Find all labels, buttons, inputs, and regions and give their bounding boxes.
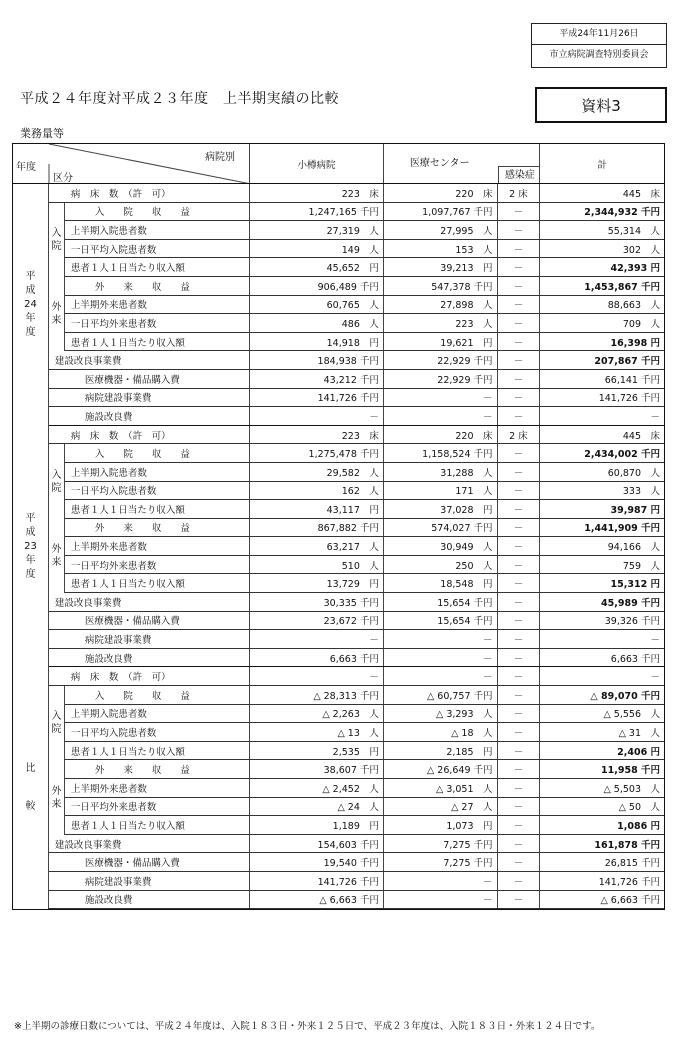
table-row — [13, 426, 664, 445]
year-label: 平 成 24 年 度 — [13, 184, 49, 426]
otaru-value: 223 床 — [250, 184, 384, 202]
center-value: 547,378 千円 — [384, 277, 498, 295]
center-value: 1,073 円 — [384, 816, 498, 834]
total-value: 1,453,867 千円 — [584, 281, 661, 293]
header-corner-cell — [13, 144, 250, 183]
row-label: 病院建設事業費 — [49, 872, 250, 890]
otaru-value: 38,607 千円 — [250, 760, 384, 778]
kansen-value: － — [498, 686, 541, 704]
row-label: 外 来 収 益 — [65, 277, 250, 295]
total-value: △ 50 人 — [618, 802, 661, 814]
row-label: 一日平均入院患者数 — [65, 240, 250, 258]
otaru-value: 43,212 千円 — [250, 370, 384, 388]
table-row — [13, 612, 664, 631]
center-value: 171 人 — [384, 482, 498, 500]
table-row — [13, 872, 664, 891]
row-label: 患者１人１日当たり収入額 — [65, 500, 250, 518]
table-row — [13, 891, 664, 910]
total-value: 333 人 — [622, 486, 661, 498]
otaru-value: 486 人 — [250, 314, 384, 332]
table-row — [13, 853, 664, 872]
table-row — [13, 742, 664, 761]
total-value: 26,815 千円 — [604, 858, 660, 870]
table-row — [13, 835, 664, 854]
total-value: 2,344,932 千円 — [584, 207, 661, 219]
center-value: △ 3,051 人 — [384, 779, 498, 797]
table-row — [13, 686, 664, 705]
center-value: － — [384, 891, 498, 909]
subgroup-label: 外 来 — [49, 760, 65, 834]
kansen-value: － — [498, 444, 541, 462]
otaru-value: 2,535 円 — [250, 742, 384, 760]
kansen-value: － — [498, 649, 541, 667]
center-value: － — [384, 667, 498, 685]
kansen-value: － — [498, 519, 541, 537]
row-label: 入 院 収 益 — [65, 203, 250, 221]
kansen-value: － — [498, 258, 541, 276]
row-label: 建設改良事業費 — [49, 593, 250, 611]
row-label: 入 院 収 益 — [65, 444, 250, 462]
otaru-value: 141,726 千円 — [250, 389, 384, 407]
center-value: △ 60,757 千円 — [384, 686, 498, 704]
total-value: 15,312 円 — [610, 579, 661, 591]
kansen-value: 2 床 — [498, 184, 541, 202]
section-subtitle: 業務量等 — [20, 127, 64, 140]
row-label: 一日平均外来患者数 — [65, 314, 250, 332]
total-value: 445 床 — [622, 188, 660, 200]
total-value: 1,086 円 — [617, 820, 661, 832]
header-kansen: 感染症 — [498, 166, 541, 183]
otaru-value: △ 2,452 人 — [250, 779, 384, 797]
otaru-value: 30,335 千円 — [250, 593, 384, 611]
year-label: 平 成 23 年 度 — [13, 426, 49, 668]
kansen-value: － — [498, 574, 541, 592]
table-body — [13, 184, 664, 909]
table-row — [13, 240, 664, 259]
row-label: 医療機器・備品購入費 — [49, 370, 250, 388]
center-value: 1,158,524 千円 — [384, 444, 498, 462]
row-label: 医療機器・備品購入費 — [49, 612, 250, 630]
total-value: △ 89,070 千円 — [590, 690, 661, 702]
kansen-value: － — [498, 389, 541, 407]
center-value: 39,213 円 — [384, 258, 498, 276]
center-value: － — [384, 389, 498, 407]
kansen-value: － — [498, 835, 541, 853]
table-row — [13, 537, 664, 556]
total-value: 302 人 — [622, 244, 661, 256]
kansen-value: － — [498, 351, 541, 369]
table-row — [13, 351, 664, 370]
total-value: 88,663 人 — [607, 300, 661, 312]
total-value: 207,867 千円 — [594, 356, 660, 368]
kansen-value: － — [498, 333, 541, 351]
otaru-value: 13,729 円 — [250, 574, 384, 592]
table-row — [13, 574, 664, 593]
otaru-value: 6,663 千円 — [250, 649, 384, 667]
table-row — [13, 482, 664, 501]
otaru-value: 27,319 人 — [250, 221, 384, 239]
kansen-value: － — [498, 853, 541, 871]
otaru-value: － — [250, 407, 384, 425]
kansen-value: － — [498, 463, 541, 481]
otaru-value: － — [250, 667, 384, 685]
kansen-value: － — [498, 500, 541, 518]
otaru-value: 510 人 — [250, 556, 384, 574]
row-label: 上半期外来患者数 — [65, 296, 250, 314]
kansen-value: 2 床 — [498, 426, 541, 444]
otaru-value: △ 2,263 人 — [250, 705, 384, 723]
center-value: 220 床 — [384, 426, 498, 444]
total-value: 1,441,909 千円 — [584, 523, 661, 535]
header-kei: 計 — [597, 159, 607, 171]
center-value: 7,275 千円 — [384, 853, 498, 871]
row-label: 患者１人１日当たり収入額 — [65, 574, 250, 592]
table-row — [13, 333, 664, 352]
total-value: 141,726 千円 — [598, 393, 660, 405]
center-value: 15,654 千円 — [384, 593, 498, 611]
header-center: 医療センター — [409, 158, 470, 169]
total-value: 11,958 千円 — [601, 765, 661, 777]
center-value: 22,929 千円 — [384, 351, 498, 369]
center-value: 22,929 千円 — [384, 370, 498, 388]
otaru-value: 43,117 円 — [250, 500, 384, 518]
kansen-value: － — [498, 816, 541, 834]
total-value: 2,406 円 — [617, 746, 661, 758]
center-value: △ 3,293 人 — [384, 705, 498, 723]
total-value: △ 5,556 人 — [603, 709, 661, 721]
row-label: 一日平均外来患者数 — [65, 556, 250, 574]
table-row — [13, 723, 664, 742]
row-label: 病院建設事業費 — [49, 389, 250, 407]
kansen-value: － — [498, 667, 541, 685]
center-value: △ 26,649 千円 — [384, 760, 498, 778]
kansen-value: － — [498, 296, 541, 314]
row-label: 上半期外来患者数 — [65, 779, 250, 797]
otaru-value: △ 6,663 千円 — [250, 891, 384, 909]
kansen-value: － — [498, 556, 541, 574]
row-label: 医療機器・備品購入費 — [49, 853, 250, 871]
kansen-value: － — [498, 612, 541, 630]
center-value: － — [384, 872, 498, 890]
kansen-value: － — [498, 723, 541, 741]
table-section — [13, 426, 664, 668]
table-row — [13, 760, 664, 779]
kansen-value: － — [498, 742, 541, 760]
kansen-value: － — [498, 482, 541, 500]
row-label: 一日平均入院患者数 — [65, 482, 250, 500]
total-value: － — [650, 635, 660, 647]
otaru-value: 14,918 円 — [250, 333, 384, 351]
kansen-value: － — [498, 705, 541, 723]
table-section — [13, 667, 664, 909]
otaru-value: 162 人 — [250, 482, 384, 500]
center-value: 223 人 — [384, 314, 498, 332]
otaru-value: 867,882 千円 — [250, 519, 384, 537]
center-value: 19,621 円 — [384, 333, 498, 351]
table-row — [13, 593, 664, 612]
kansen-value: － — [498, 221, 541, 239]
kansen-value: － — [498, 872, 541, 890]
total-value: 709 人 — [622, 318, 661, 330]
total-value: 42,393 円 — [610, 263, 661, 275]
kansen-value: － — [498, 593, 541, 611]
center-value: 153 人 — [384, 240, 498, 258]
table-row — [13, 389, 664, 408]
total-value: 2,434,002 千円 — [584, 449, 661, 461]
subgroup-label: 外 来 — [49, 277, 65, 351]
row-label: 患者１人１日当たり収入額 — [65, 742, 250, 760]
otaru-value: 45,652 円 — [250, 258, 384, 276]
kansen-value: － — [498, 630, 541, 648]
table-row — [13, 407, 664, 426]
center-value: 30,949 人 — [384, 537, 498, 555]
center-value: 250 人 — [384, 556, 498, 574]
row-label: 上半期入院患者数 — [65, 705, 250, 723]
table-row — [13, 203, 664, 222]
total-value: － — [650, 672, 660, 684]
table-row — [13, 258, 664, 277]
kansen-value: － — [498, 537, 541, 555]
table-row — [13, 500, 664, 519]
header-otaru: 小樽病院 — [250, 144, 384, 183]
header-center-cell — [384, 144, 541, 183]
center-value: 7,275 千円 — [384, 835, 498, 853]
subgroup-label: 外 来 — [49, 519, 65, 593]
total-value: △ 5,503 人 — [603, 783, 661, 795]
subgroup-label: 入 院 — [49, 444, 65, 518]
total-value: 94,166 人 — [607, 542, 661, 554]
total-value: 66,141 千円 — [604, 374, 660, 386]
row-label: 上半期入院患者数 — [65, 463, 250, 481]
center-value: 1,097,767 千円 — [384, 203, 498, 221]
header-kubun: 区分 — [53, 173, 73, 183]
center-value: 15,654 千円 — [384, 612, 498, 630]
center-value: － — [384, 630, 498, 648]
table-section — [13, 184, 664, 426]
center-value: 31,288 人 — [384, 463, 498, 481]
otaru-value: 63,217 人 — [250, 537, 384, 555]
otaru-value: 1,247,165 千円 — [250, 203, 384, 221]
header-nendo: 年度 — [16, 162, 36, 173]
comparison-table — [12, 143, 665, 910]
otaru-value: 29,582 人 — [250, 463, 384, 481]
total-value: 55,314 人 — [607, 225, 661, 237]
subgroup-label: 入 院 — [49, 686, 65, 760]
total-value: 16,398 円 — [610, 337, 661, 349]
row-label: 患者１人１日当たり収入額 — [65, 258, 250, 276]
table-row — [13, 370, 664, 389]
kansen-value: － — [498, 779, 541, 797]
table-row — [13, 519, 664, 538]
kansen-value: － — [498, 314, 541, 332]
otaru-value: △ 13 人 — [250, 723, 384, 741]
row-label: 外 来 収 益 — [65, 760, 250, 778]
center-value: 27,995 人 — [384, 221, 498, 239]
row-label: 病 床 数 （許 可） — [49, 667, 250, 685]
total-value: 39,326 千円 — [604, 616, 660, 628]
kansen-value: － — [498, 798, 541, 816]
table-row — [13, 463, 664, 482]
year-label: 比 較 — [13, 667, 49, 909]
center-value: 27,898 人 — [384, 296, 498, 314]
kansen-value: － — [498, 891, 541, 909]
total-value: 45,989 千円 — [601, 597, 660, 609]
table-row — [13, 277, 664, 296]
kansen-value: － — [498, 760, 541, 778]
total-value: △ 31 人 — [618, 728, 661, 740]
kansen-value: － — [498, 240, 541, 258]
row-label: 患者１人１日当たり収入額 — [65, 816, 250, 834]
center-value: 37,028 円 — [384, 500, 498, 518]
row-label: 建設改良事業費 — [49, 351, 250, 369]
center-value: △ 18 人 — [384, 723, 498, 741]
header-date: 平成24年11月26日 — [532, 24, 666, 45]
table-row — [13, 779, 664, 798]
table-row — [13, 556, 664, 575]
row-label: 上半期入院患者数 — [65, 221, 250, 239]
otaru-value: 1,189 円 — [250, 816, 384, 834]
total-value: 39,987 円 — [610, 504, 661, 516]
row-label: 病 床 数 （許 可） — [49, 184, 250, 202]
otaru-value: 60,765 人 — [250, 296, 384, 314]
kansen-value: － — [498, 407, 541, 425]
total-value: 161,878 千円 — [594, 839, 660, 851]
table-row — [13, 184, 664, 203]
otaru-value: 19,540 千円 — [250, 853, 384, 871]
row-label: 施設改良費 — [49, 407, 250, 425]
otaru-value: △ 24 人 — [250, 798, 384, 816]
row-label: 施設改良費 — [49, 891, 250, 909]
row-label: 施設改良費 — [49, 649, 250, 667]
table-row — [13, 816, 664, 835]
table-row — [13, 630, 664, 649]
header-byoinbetsu: 病院別 — [205, 152, 235, 163]
page-title: 平成２４年度対平成２３年度 上半期実績の比較 — [20, 91, 339, 107]
total-value: 141,726 千円 — [598, 876, 660, 888]
center-value: 220 床 — [384, 184, 498, 202]
otaru-value: 184,938 千円 — [250, 351, 384, 369]
subgroup-label: 入 院 — [49, 203, 65, 277]
header-box — [531, 23, 667, 68]
table-row — [13, 296, 664, 315]
total-value: 6,663 千円 — [610, 653, 660, 665]
center-value: 2,185 円 — [384, 742, 498, 760]
table-row — [13, 221, 664, 240]
total-value: 759 人 — [622, 560, 661, 572]
row-label: 一日平均外来患者数 — [65, 798, 250, 816]
row-label: 入 院 収 益 — [65, 686, 250, 704]
total-value: 445 床 — [622, 430, 660, 442]
table-row — [13, 667, 664, 686]
otaru-value: 141,726 千円 — [250, 872, 384, 890]
otaru-value: 223 床 — [250, 426, 384, 444]
total-value: 60,870 人 — [607, 467, 661, 479]
total-value: △ 6,663 千円 — [600, 895, 660, 907]
table-row — [13, 444, 664, 463]
center-value: △ 27 人 — [384, 798, 498, 816]
otaru-value: 149 人 — [250, 240, 384, 258]
total-value: － — [650, 411, 660, 423]
row-label: 外 来 収 益 — [65, 519, 250, 537]
otaru-value: 154,603 千円 — [250, 835, 384, 853]
otaru-value: － — [250, 630, 384, 648]
row-label: 一日平均入院患者数 — [65, 723, 250, 741]
row-label: 建設改良事業費 — [49, 835, 250, 853]
table-header-row — [13, 144, 664, 184]
row-label: 病院建設事業費 — [49, 630, 250, 648]
otaru-value: 1,275,478 千円 — [250, 444, 384, 462]
table-row — [13, 314, 664, 333]
kansen-value: － — [498, 277, 541, 295]
table-row — [13, 649, 664, 668]
row-label: 上半期外来患者数 — [65, 537, 250, 555]
center-value: － — [384, 407, 498, 425]
row-label: 病 床 数 （許 可） — [49, 426, 250, 444]
table-row — [13, 798, 664, 817]
table-row — [13, 705, 664, 724]
center-value: － — [384, 649, 498, 667]
shiryo-label: 資料3 — [535, 87, 667, 123]
kansen-value: － — [498, 203, 541, 221]
otaru-value: 906,489 千円 — [250, 277, 384, 295]
otaru-value: 23,672 千円 — [250, 612, 384, 630]
footnote: ※上半期の診療日数については、平成２４年度は、入院１８３日・外来１２５日で、平成２３年度は、入院１８３日・外来１２４日です。 — [14, 1021, 601, 1032]
header-committee: 市立病院調査特別委員会 — [549, 50, 649, 60]
center-value: 574,027 千円 — [384, 519, 498, 537]
otaru-value: △ 28,313 千円 — [250, 686, 384, 704]
kansen-value: － — [498, 370, 541, 388]
center-value: 18,548 円 — [384, 574, 498, 592]
row-label: 患者１人１日当たり収入額 — [65, 333, 250, 351]
